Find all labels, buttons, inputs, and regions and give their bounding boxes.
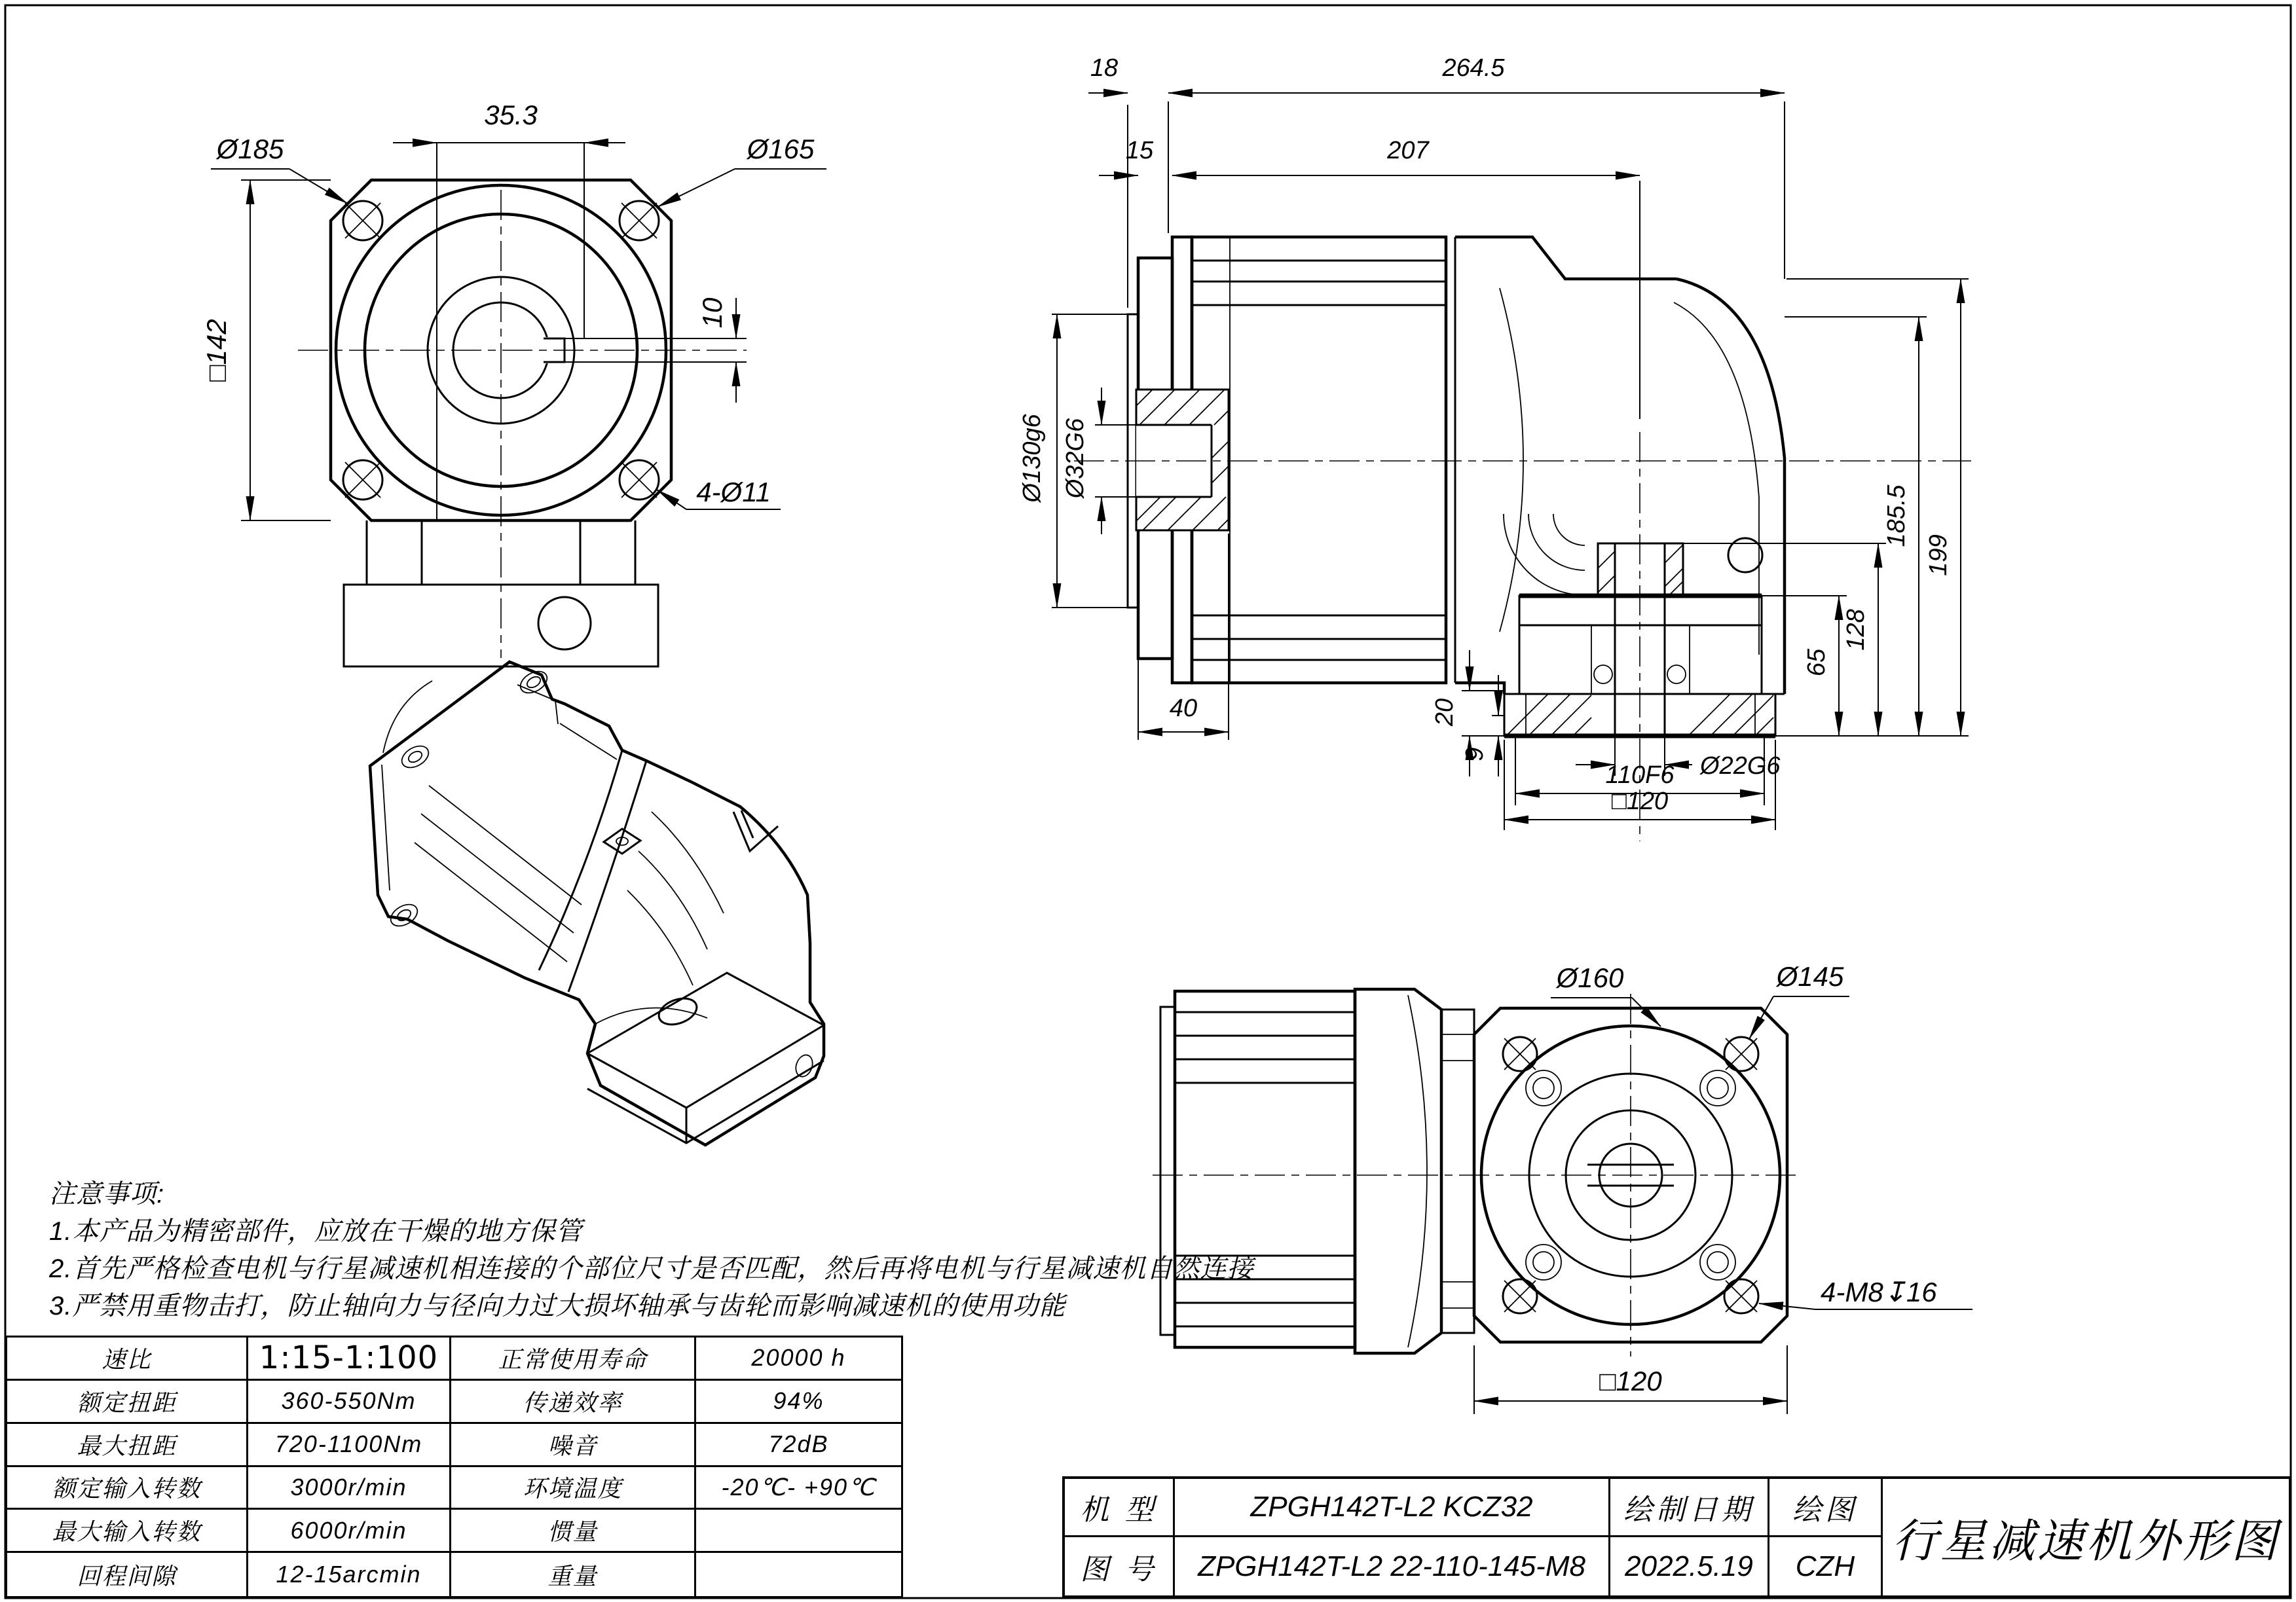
dim-18: 18 <box>1090 54 1119 82</box>
spec-value: 3000r/min <box>248 1467 451 1510</box>
dim-d130g6: Ø130g6 <box>1018 414 1046 503</box>
rear-view <box>1153 961 1972 1414</box>
dim-4xm8: 4-M8↧16 <box>1821 1277 1937 1307</box>
spec-value: 12-15arcmin <box>248 1553 451 1596</box>
dim-d145: Ø145 <box>1776 961 1844 992</box>
dim-35-3: 35.3 <box>484 100 538 130</box>
dim-65: 65 <box>1803 648 1830 677</box>
spec-label: 噪音 <box>451 1424 696 1467</box>
dim-9: 9 <box>1461 747 1489 761</box>
drawing-no-label: 图 号 <box>1065 1537 1175 1595</box>
spec-label: 惯量 <box>451 1510 696 1553</box>
dim-d22g6: Ø22G6 <box>1700 752 1781 780</box>
dim-sq120-side: □120 <box>1611 788 1669 815</box>
spec-label: 传递效率 <box>451 1381 696 1424</box>
dim-40: 40 <box>1169 695 1198 722</box>
model-value: ZPGH142T-L2 KCZ32 <box>1175 1479 1610 1537</box>
spec-value <box>696 1510 901 1553</box>
drawing-no-value: ZPGH142T-L2 22-110-145-M8 <box>1175 1537 1610 1595</box>
spec-value: 94% <box>696 1381 901 1424</box>
dim-sq142: □142 <box>201 319 232 382</box>
dim-20: 20 <box>1431 698 1458 727</box>
spec-value: 6000r/min <box>248 1510 451 1553</box>
dim-sq120-rear: □120 <box>1599 1366 1662 1396</box>
dim-199: 199 <box>1925 534 1952 576</box>
spec-label: 最大输入转数 <box>7 1510 248 1553</box>
spec-value: 1:15-1:100 <box>248 1338 451 1381</box>
spec-value: -20℃- +90℃ <box>696 1467 901 1510</box>
spec-label: 最大扭距 <box>7 1424 248 1467</box>
spec-label: 重量 <box>451 1553 696 1596</box>
drawing-title: 行星减速机外形图 <box>1892 1515 2280 1567</box>
front-dimensions <box>201 100 826 520</box>
spec-value: 360-550Nm <box>248 1381 451 1424</box>
isometric-view <box>370 662 824 1145</box>
notes-title: 注意事项: <box>49 1180 165 1209</box>
spec-value: 72dB <box>696 1424 901 1467</box>
dim-4xd11: 4-Ø11 <box>696 477 771 507</box>
note-line-3: 3.严禁用重物击打，防止轴向力与径向力过大损坏轴承与齿轮而影响减速机的使用功能 <box>49 1292 1066 1320</box>
date-value: 2022.5.19 <box>1610 1537 1769 1595</box>
dim-15: 15 <box>1125 137 1154 164</box>
dim-d32g6: Ø32G6 <box>1062 418 1089 499</box>
spec-label: 环境温度 <box>451 1467 696 1510</box>
dim-207: 207 <box>1387 137 1429 164</box>
spec-label: 正常使用寿命 <box>451 1338 696 1381</box>
model-label: 机 型 <box>1065 1479 1175 1537</box>
iso-flange-holes <box>387 667 551 930</box>
spec-label: 速比 <box>7 1338 248 1381</box>
note-line-2: 2.首先严格检查电机与行星减速机相连接的个部位尺寸是否匹配，然后再将电机与行星减速机自然连接 <box>49 1254 1254 1283</box>
spec-label: 额定扭距 <box>7 1381 248 1424</box>
date-label: 绘制日期 <box>1610 1479 1769 1537</box>
spec-value: 20000 h <box>696 1338 901 1381</box>
spec-table <box>5 1336 903 1598</box>
title-block <box>1062 1476 2291 1598</box>
dim-264-5: 264.5 <box>1442 54 1505 82</box>
dim-185-5: 185.5 <box>1883 484 1910 547</box>
side-view <box>1018 54 1971 841</box>
drawn-label: 绘图 <box>1769 1479 1883 1537</box>
notes-block <box>49 1176 1253 1325</box>
dim-10: 10 <box>697 297 728 329</box>
note-line-1: 1.本产品为精密部件，应放在干燥的地方保管 <box>49 1217 583 1246</box>
drawn-by-value: CZH <box>1769 1537 1883 1595</box>
rear-dimensions <box>1474 961 1972 1414</box>
spec-value: 720-1100Nm <box>248 1424 451 1467</box>
dim-110f6: 110F6 <box>1605 761 1675 789</box>
spec-label: 回程间隙 <box>7 1553 248 1596</box>
dim-d185: Ø185 <box>216 134 284 164</box>
dim-d165: Ø165 <box>747 134 815 164</box>
front-view <box>201 100 826 666</box>
dim-d160: Ø160 <box>1556 962 1624 993</box>
spec-label: 额定输入转数 <box>7 1467 248 1510</box>
dim-128: 128 <box>1842 609 1870 651</box>
spec-value <box>696 1553 901 1596</box>
